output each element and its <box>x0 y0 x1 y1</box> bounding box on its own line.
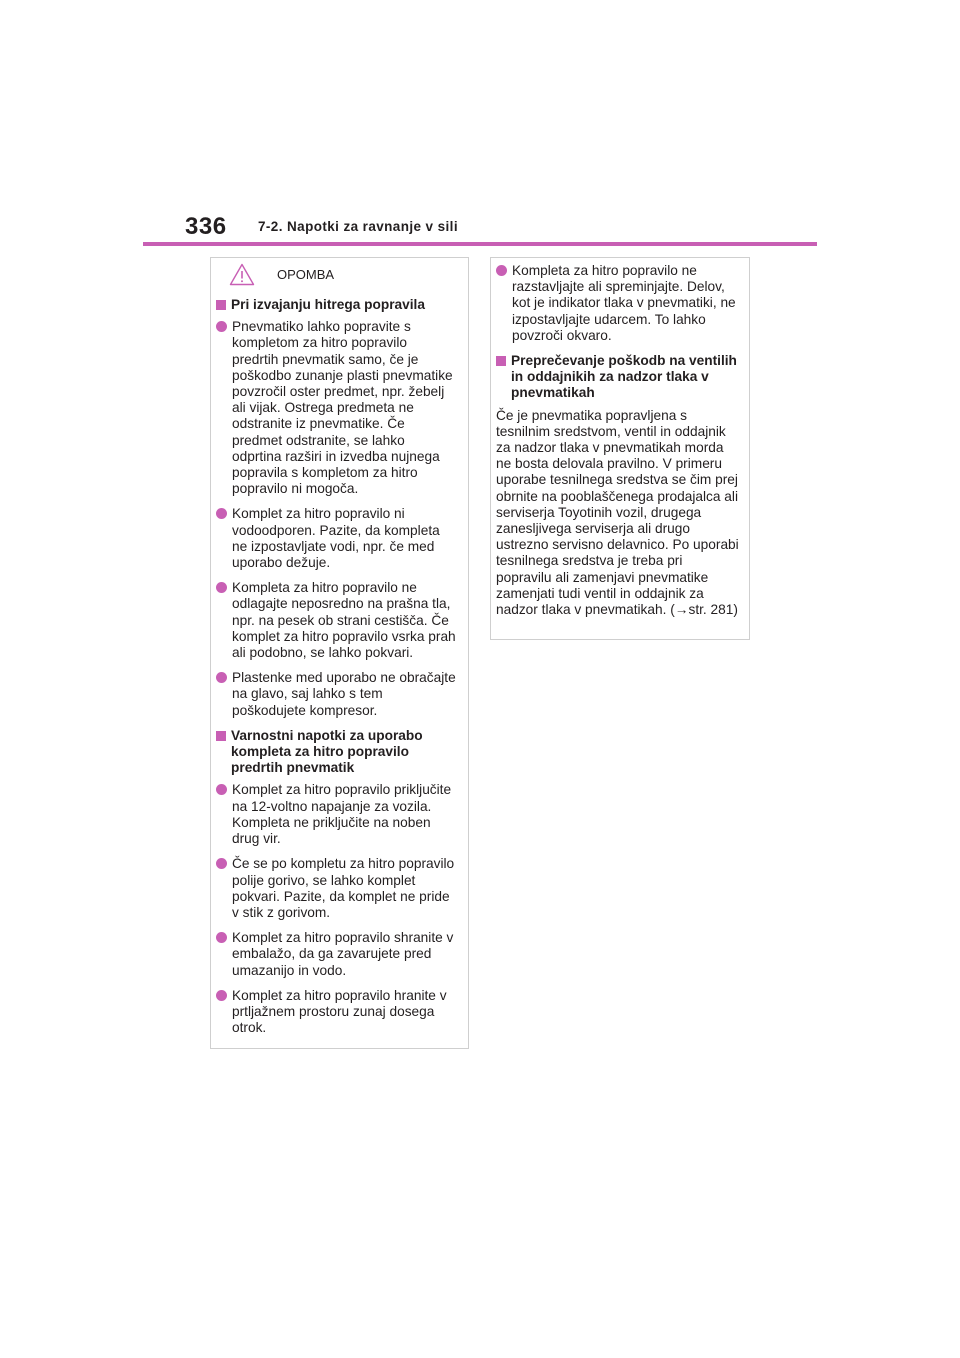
section-heading <box>216 728 457 777</box>
circle-bullet-icon <box>216 672 227 683</box>
list-item-text: Komplet za hitro popravilo hranite v prtljažnem prostoru zunaj dosega otrok. <box>232 987 447 1036</box>
circle-bullet-icon <box>216 582 227 593</box>
square-bullet-icon <box>216 731 226 741</box>
list-item <box>216 670 457 719</box>
list-item <box>216 988 457 1037</box>
list-item <box>216 319 457 497</box>
notice-box-left <box>210 257 469 1049</box>
list-item-text: Komplet za hitro popravilo priključite na 12-voltno napajanje za vozila. Kompleta ne priključite na noben drug vir. <box>232 782 452 847</box>
section-heading <box>496 353 739 402</box>
notice-label: OPOMBA <box>277 267 335 282</box>
square-bullet-icon <box>496 356 506 366</box>
heading-text: Pri izvajanju hitrega popravila <box>231 297 425 312</box>
list-item <box>496 263 739 344</box>
heading-text: Varnostni napotki za uporabo kompleta za hitro popravilo predrtih pnevmatik <box>231 727 423 776</box>
list-item-text: Pnevmatiko lahko popravite s kompletom za hitro popravilo predrtih pnevmatik samo, če je poškodbo zunanje plasti pnevmatike povzročil oster predmet, npr. žebelj ali vijak. Ostrega predmeta ne odstranite iz pnevmatike. Če predmet odstranite, se lahko odprtina razširi in izvedba nujnega popravila s kompletom za hitro popravilo ni mogoča. <box>232 319 453 497</box>
list-item <box>216 930 457 979</box>
list-item-text: Če se po kompletu za hitro popravilo polije gorivo, se lahko komplet pokvari. Pazite, da komplet ne pride v stik z gorivom. <box>232 856 455 920</box>
list-item-text: Komplet za hitro popravilo ni vodoodporen. Pazite, da kompleta ne izpostavljate vodi, npr. če med uporabo dežuje. <box>232 506 440 571</box>
notice-box-right <box>490 257 750 640</box>
square-bullet-icon <box>216 300 226 310</box>
list-item <box>216 782 457 847</box>
circle-bullet-icon <box>496 265 507 276</box>
list-item-text: Kompleta za hitro popravilo ne odlagajte neposredno na prašna tla, npr. na pesek ob strani cestišča. Če komplet za hitro popravilo vsrka prah ali podobno, se lahko pokvari. <box>232 580 456 661</box>
section-title: 7-2. Napotki za ravnanje v sili <box>258 219 458 234</box>
page-number: 336 <box>185 213 227 240</box>
circle-bullet-icon <box>216 508 227 519</box>
list-item <box>216 580 457 661</box>
body-paragraph: Če je pnevmatika popravljena s tesnilnim sredstvom, ventil in oddajnik za nadzor tlaka v pnevmatikah morda ne bosta delovala pravilno. V primeru uporabe tesnilnega sredstva se čim prej obrnite na pooblaščenega prodajalca ali serviserja Toyotinih vozil, drugega zanesljivega serviserja ali drugo ustrezno servisno delavnico. Po uporabi tesnilnega sredstva je treba pri popravilu ali zamenjavi pnevmatike zamenjati tudi ventil in oddajnik za nadzor tlaka v pnevmatikah. (→str. 281) <box>496 407 739 618</box>
list-item-text: Plastenke med uporabo ne obračajte na glavo, saj lahko s tem poškodujete kompresor. <box>232 670 456 718</box>
circle-bullet-icon <box>216 321 227 332</box>
circle-bullet-icon <box>216 932 227 943</box>
list-item <box>216 856 457 921</box>
list-item-text: Kompleta za hitro popravilo ne razstavljajte ali spreminjajte. Delov, kot je indikator tlaka v pnevmatiki, ne izpostavljajte udarcem. To lahko povzroči okvaro. <box>512 263 736 343</box>
circle-bullet-icon <box>216 858 227 869</box>
circle-bullet-icon <box>216 990 227 1001</box>
heading-text: Preprečevanje poškodb na ventilih in oddajnikih za nadzor tlaka v pnevmatikah <box>511 353 737 401</box>
circle-bullet-icon <box>216 784 227 795</box>
warning-triangle-icon <box>229 263 255 286</box>
list-item <box>216 506 457 571</box>
section-heading <box>216 297 457 313</box>
list-item-text: Komplet za hitro popravilo shranite v embalažo, da ga zavarujete pred umazanijo in vodo. <box>232 930 454 978</box>
notice-header <box>216 258 457 291</box>
header-divider <box>143 242 817 246</box>
